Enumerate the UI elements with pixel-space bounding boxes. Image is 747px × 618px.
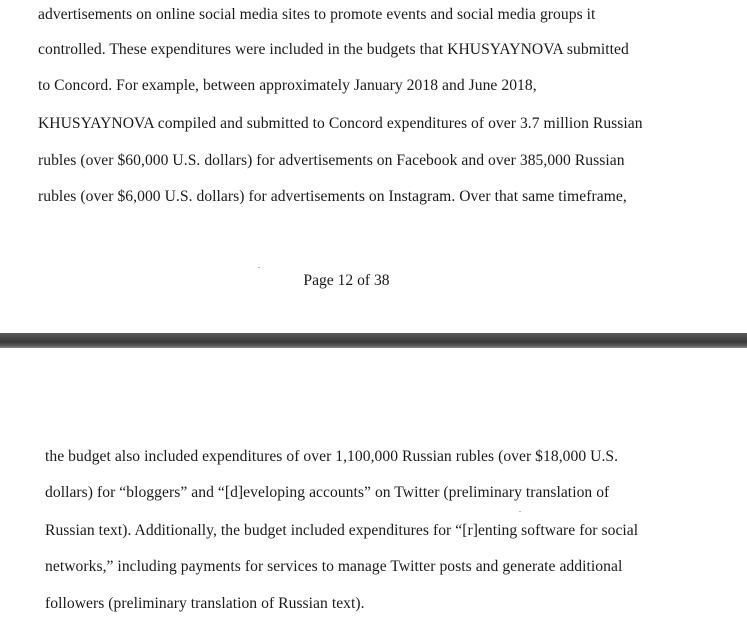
page-separator xyxy=(0,333,747,348)
text-line: networks,” including payments for services to manage Twitter posts and generate additional xyxy=(45,558,623,575)
document-page-lower xyxy=(0,348,747,618)
scan-speck xyxy=(519,511,521,512)
text-line: to Concord. For example, between approximately January 2018 and June 2018, xyxy=(38,77,537,94)
text-line: controlled. These expenditures were included in the budgets that KHUSYAYNOVA submitted xyxy=(38,41,629,58)
text-line: advertisements on online social media sites to promote events and social media groups it xyxy=(38,6,596,23)
text-line: followers (preliminary translation of Russian text). xyxy=(45,595,365,612)
text-line: Russian text). Additionally, the budget included expenditures for “[r]enting software for social xyxy=(45,522,639,539)
page-number: Page 12 of 38 xyxy=(303,272,390,289)
text-line: dollars) for “bloggers” and “[d]eveloping accounts” on Twitter (preliminary translation of xyxy=(45,484,610,501)
scan-speck xyxy=(258,267,260,268)
text-line: KHUSYAYNOVA compiled and submitted to Concord expenditures of over 3.7 million Russian xyxy=(38,115,643,132)
text-line: rubles (over $60,000 U.S. dollars) for advertisements on Facebook and over 385,000 Russian xyxy=(38,152,625,169)
text-line: rubles (over $6,000 U.S. dollars) for advertisements on Instagram. Over that same timeframe, xyxy=(38,188,627,205)
text-line: the budget also included expenditures of over 1,100,000 Russian rubles (over $18,000 U.S. xyxy=(45,448,619,465)
